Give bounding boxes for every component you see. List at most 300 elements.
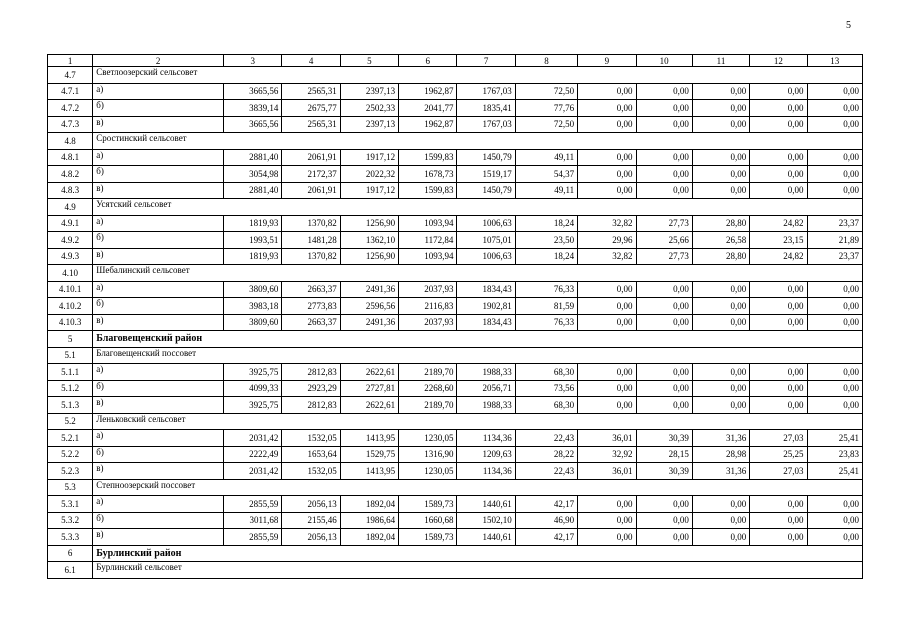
- value-cell: 0,00: [692, 529, 749, 546]
- table-row: [48, 397, 863, 414]
- value-cell: 0,00: [578, 83, 636, 100]
- value-cell: 0,00: [807, 512, 862, 529]
- column-number: 2: [93, 55, 224, 67]
- value-cell: 2881,40: [224, 182, 282, 199]
- column-number: 6: [399, 55, 457, 67]
- value-cell: 21,89: [807, 232, 862, 249]
- value-cell: 2812,83: [282, 397, 340, 414]
- value-cell: 3809,60: [224, 314, 282, 331]
- value-cell: 2773,83: [282, 298, 340, 315]
- variant-label: в): [93, 116, 224, 133]
- value-cell: 1599,83: [399, 149, 457, 166]
- value-cell: 1819,93: [224, 248, 282, 265]
- variant-label: а): [93, 430, 224, 447]
- row-code: 5.2.3: [48, 463, 93, 480]
- value-cell: 0,00: [636, 83, 692, 100]
- row-code: 4.7.1: [48, 83, 93, 100]
- value-cell: 0,00: [750, 281, 807, 298]
- table-row: [48, 83, 863, 100]
- variant-label: б): [93, 298, 224, 315]
- value-cell: 2268,60: [399, 380, 457, 397]
- table-row: [48, 364, 863, 381]
- table-row: [48, 182, 863, 199]
- value-cell: 27,03: [750, 430, 807, 447]
- row-code: 5.2.1: [48, 430, 93, 447]
- value-cell: 1256,90: [340, 215, 398, 232]
- variant-label: а): [93, 215, 224, 232]
- value-cell: 1256,90: [340, 248, 398, 265]
- value-cell: 3925,75: [224, 364, 282, 381]
- value-cell: 2061,91: [282, 182, 340, 199]
- value-cell: 2037,93: [399, 281, 457, 298]
- value-cell: 0,00: [807, 364, 862, 381]
- value-cell: 1678,73: [399, 166, 457, 183]
- row-code: 4.7.2: [48, 100, 93, 117]
- value-cell: 2855,59: [224, 496, 282, 513]
- row-code: 4.10.2: [48, 298, 93, 315]
- value-cell: 2622,61: [340, 397, 398, 414]
- value-cell: 0,00: [578, 281, 636, 298]
- value-cell: 2727,81: [340, 380, 398, 397]
- value-cell: 1660,68: [399, 512, 457, 529]
- value-cell: 2675,77: [282, 100, 340, 117]
- variant-label: в): [93, 529, 224, 546]
- table-row: [48, 496, 863, 513]
- row-code: 4.9.3: [48, 248, 93, 265]
- value-cell: 0,00: [692, 116, 749, 133]
- value-cell: 2116,83: [399, 298, 457, 315]
- value-cell: 0,00: [750, 83, 807, 100]
- value-cell: 31,36: [692, 430, 749, 447]
- value-cell: 72,50: [515, 116, 577, 133]
- variant-label: б): [93, 512, 224, 529]
- table-row: [48, 512, 863, 529]
- value-cell: 0,00: [807, 83, 862, 100]
- value-cell: 2502,33: [340, 100, 398, 117]
- value-cell: 1892,04: [340, 496, 398, 513]
- settlement-name: Благовещенский поссовет: [93, 347, 863, 364]
- value-cell: 0,00: [692, 182, 749, 199]
- row-code: 4.10: [48, 265, 93, 282]
- row-code: 5.1.1: [48, 364, 93, 381]
- settlement-row: [48, 199, 863, 216]
- column-number: 9: [578, 55, 636, 67]
- value-cell: 0,00: [692, 380, 749, 397]
- table-row: [48, 166, 863, 183]
- variant-label: б): [93, 446, 224, 463]
- value-cell: 54,37: [515, 166, 577, 183]
- table-row: [48, 380, 863, 397]
- value-cell: 36,01: [578, 463, 636, 480]
- value-cell: 0,00: [578, 496, 636, 513]
- variant-label: в): [93, 182, 224, 199]
- value-cell: 2037,93: [399, 314, 457, 331]
- value-cell: 0,00: [750, 496, 807, 513]
- value-cell: 2491,36: [340, 314, 398, 331]
- value-cell: 76,33: [515, 281, 577, 298]
- value-cell: 0,00: [636, 380, 692, 397]
- value-cell: 1962,87: [399, 83, 457, 100]
- row-code: 4.8.2: [48, 166, 93, 183]
- row-code: 5.1: [48, 347, 93, 364]
- variant-label: в): [93, 463, 224, 480]
- value-cell: 1962,87: [399, 116, 457, 133]
- value-cell: 2172,37: [282, 166, 340, 183]
- value-cell: 0,00: [807, 397, 862, 414]
- row-code: 4.9.1: [48, 215, 93, 232]
- value-cell: 23,37: [807, 215, 862, 232]
- value-cell: 0,00: [807, 166, 862, 183]
- value-cell: 1532,05: [282, 463, 340, 480]
- value-cell: 1819,93: [224, 215, 282, 232]
- row-code: 4.9.2: [48, 232, 93, 249]
- settlement-name: Усятский сельсовет: [93, 199, 863, 216]
- value-cell: 3983,18: [224, 298, 282, 315]
- value-cell: 0,00: [636, 166, 692, 183]
- row-code: 5.2.2: [48, 446, 93, 463]
- value-cell: 0,00: [578, 364, 636, 381]
- value-cell: 0,00: [750, 100, 807, 117]
- district-row: [48, 545, 863, 562]
- row-code: 4.8.1: [48, 149, 93, 166]
- value-cell: 0,00: [692, 100, 749, 117]
- value-cell: 1481,28: [282, 232, 340, 249]
- settlement-row: [48, 479, 863, 496]
- value-cell: 28,22: [515, 446, 577, 463]
- table-row: [48, 215, 863, 232]
- value-cell: 32,92: [578, 446, 636, 463]
- table-row: [48, 149, 863, 166]
- value-cell: 1006,63: [457, 248, 515, 265]
- value-cell: 30,39: [636, 463, 692, 480]
- value-cell: 23,37: [807, 248, 862, 265]
- value-cell: 1172,84: [399, 232, 457, 249]
- value-cell: 2491,36: [340, 281, 398, 298]
- column-number: 1: [48, 55, 93, 67]
- value-cell: 42,17: [515, 496, 577, 513]
- value-cell: 1230,05: [399, 463, 457, 480]
- value-cell: 23,15: [750, 232, 807, 249]
- value-cell: 28,80: [692, 248, 749, 265]
- value-cell: 73,56: [515, 380, 577, 397]
- value-cell: 0,00: [807, 100, 862, 117]
- value-cell: 2565,31: [282, 83, 340, 100]
- table-row: [48, 281, 863, 298]
- value-cell: 23,50: [515, 232, 577, 249]
- value-cell: 22,43: [515, 463, 577, 480]
- value-cell: 1917,12: [340, 182, 398, 199]
- value-cell: 32,82: [578, 215, 636, 232]
- value-cell: 0,00: [636, 314, 692, 331]
- row-code: 4.8.3: [48, 182, 93, 199]
- value-cell: 3839,14: [224, 100, 282, 117]
- settlement-name: Сростинский сельсовет: [93, 133, 863, 150]
- value-cell: 0,00: [692, 496, 749, 513]
- value-cell: 0,00: [636, 512, 692, 529]
- value-cell: 1440,61: [457, 496, 515, 513]
- value-cell: 0,00: [692, 149, 749, 166]
- value-cell: 0,00: [636, 529, 692, 546]
- value-cell: 0,00: [807, 380, 862, 397]
- value-cell: 28,98: [692, 446, 749, 463]
- value-cell: 2596,56: [340, 298, 398, 315]
- row-code: 5.3: [48, 479, 93, 496]
- settlement-row: [48, 133, 863, 150]
- value-cell: 1589,73: [399, 529, 457, 546]
- value-cell: 0,00: [578, 149, 636, 166]
- variant-label: б): [93, 166, 224, 183]
- value-cell: 0,00: [636, 364, 692, 381]
- row-code: 4.10.3: [48, 314, 93, 331]
- value-cell: 23,83: [807, 446, 862, 463]
- table-row: [48, 248, 863, 265]
- value-cell: 1075,01: [457, 232, 515, 249]
- value-cell: 3925,75: [224, 397, 282, 414]
- value-cell: 0,00: [578, 512, 636, 529]
- row-code: 5: [48, 331, 93, 348]
- value-cell: 1450,79: [457, 182, 515, 199]
- value-cell: 1993,51: [224, 232, 282, 249]
- row-code: 5.3.1: [48, 496, 93, 513]
- value-cell: 0,00: [692, 281, 749, 298]
- value-cell: 2923,29: [282, 380, 340, 397]
- value-cell: 2031,42: [224, 430, 282, 447]
- row-code: 5.3.2: [48, 512, 93, 529]
- value-cell: 1988,33: [457, 364, 515, 381]
- value-cell: 3665,56: [224, 83, 282, 100]
- value-cell: 0,00: [692, 166, 749, 183]
- column-number-row: [48, 55, 863, 67]
- tariff-table: [47, 54, 863, 579]
- value-cell: 18,24: [515, 248, 577, 265]
- settlement-row: [48, 562, 863, 579]
- row-code: 6.1: [48, 562, 93, 579]
- value-cell: 0,00: [692, 364, 749, 381]
- value-cell: 68,30: [515, 397, 577, 414]
- value-cell: 1599,83: [399, 182, 457, 199]
- value-cell: 0,00: [636, 281, 692, 298]
- value-cell: 1986,64: [340, 512, 398, 529]
- table-row: [48, 116, 863, 133]
- value-cell: 4099,33: [224, 380, 282, 397]
- value-cell: 1370,82: [282, 215, 340, 232]
- settlement-row: [48, 347, 863, 364]
- value-cell: 0,00: [807, 182, 862, 199]
- value-cell: 1450,79: [457, 149, 515, 166]
- value-cell: 1413,95: [340, 463, 398, 480]
- variant-label: а): [93, 281, 224, 298]
- value-cell: 2056,13: [282, 496, 340, 513]
- value-cell: 2812,83: [282, 364, 340, 381]
- value-cell: 1134,36: [457, 463, 515, 480]
- row-code: 4.7.3: [48, 116, 93, 133]
- value-cell: 18,24: [515, 215, 577, 232]
- variant-label: в): [93, 397, 224, 414]
- settlement-row: [48, 67, 863, 84]
- settlement-name: Шебалинский сельсовет: [93, 265, 863, 282]
- value-cell: 1362,10: [340, 232, 398, 249]
- value-cell: 0,00: [578, 166, 636, 183]
- value-cell: 2041,77: [399, 100, 457, 117]
- value-cell: 2031,42: [224, 463, 282, 480]
- value-cell: 0,00: [750, 380, 807, 397]
- value-cell: 2855,59: [224, 529, 282, 546]
- district-name: Бурлинский район: [93, 545, 863, 562]
- value-cell: 68,30: [515, 364, 577, 381]
- value-cell: 1093,94: [399, 248, 457, 265]
- table-row: [48, 430, 863, 447]
- value-cell: 0,00: [807, 116, 862, 133]
- value-cell: 49,11: [515, 182, 577, 199]
- value-cell: 1413,95: [340, 430, 398, 447]
- value-cell: 0,00: [750, 512, 807, 529]
- value-cell: 1093,94: [399, 215, 457, 232]
- value-cell: 22,43: [515, 430, 577, 447]
- value-cell: 3809,60: [224, 281, 282, 298]
- value-cell: 0,00: [750, 116, 807, 133]
- row-code: 6: [48, 545, 93, 562]
- value-cell: 2565,31: [282, 116, 340, 133]
- value-cell: 2663,37: [282, 314, 340, 331]
- column-number: 5: [340, 55, 398, 67]
- column-number: 11: [692, 55, 749, 67]
- value-cell: 1529,75: [340, 446, 398, 463]
- value-cell: 46,90: [515, 512, 577, 529]
- value-cell: 1370,82: [282, 248, 340, 265]
- value-cell: 1835,41: [457, 100, 515, 117]
- value-cell: 2189,70: [399, 397, 457, 414]
- value-cell: 1892,04: [340, 529, 398, 546]
- value-cell: 1902,81: [457, 298, 515, 315]
- table-row: [48, 529, 863, 546]
- value-cell: 24,82: [750, 215, 807, 232]
- settlement-name: Леньковский сельсовет: [93, 413, 863, 430]
- value-cell: 2881,40: [224, 149, 282, 166]
- value-cell: 2663,37: [282, 281, 340, 298]
- value-cell: 0,00: [750, 149, 807, 166]
- value-cell: 0,00: [750, 397, 807, 414]
- value-cell: 0,00: [750, 529, 807, 546]
- value-cell: 2189,70: [399, 364, 457, 381]
- value-cell: 0,00: [636, 116, 692, 133]
- value-cell: 0,00: [636, 182, 692, 199]
- table-row: [48, 446, 863, 463]
- value-cell: 30,39: [636, 430, 692, 447]
- value-cell: 0,00: [636, 397, 692, 414]
- value-cell: 76,33: [515, 314, 577, 331]
- value-cell: 0,00: [750, 314, 807, 331]
- variant-label: б): [93, 380, 224, 397]
- value-cell: 32,82: [578, 248, 636, 265]
- value-cell: 0,00: [807, 149, 862, 166]
- value-cell: 2022,32: [340, 166, 398, 183]
- variant-label: а): [93, 496, 224, 513]
- value-cell: 1767,03: [457, 116, 515, 133]
- value-cell: 27,03: [750, 463, 807, 480]
- value-cell: 26,58: [692, 232, 749, 249]
- value-cell: 36,01: [578, 430, 636, 447]
- value-cell: 0,00: [692, 83, 749, 100]
- value-cell: 31,36: [692, 463, 749, 480]
- value-cell: 0,00: [807, 298, 862, 315]
- variant-label: в): [93, 314, 224, 331]
- table-row: [48, 100, 863, 117]
- value-cell: 2155,46: [282, 512, 340, 529]
- variant-label: а): [93, 149, 224, 166]
- value-cell: 1440,61: [457, 529, 515, 546]
- value-cell: 0,00: [750, 166, 807, 183]
- table-row: [48, 298, 863, 315]
- value-cell: 0,00: [578, 116, 636, 133]
- value-cell: 0,00: [692, 512, 749, 529]
- value-cell: 27,73: [636, 248, 692, 265]
- value-cell: 1230,05: [399, 430, 457, 447]
- table-row: [48, 314, 863, 331]
- value-cell: 0,00: [636, 298, 692, 315]
- settlement-name: Степноозерский поссовет: [93, 479, 863, 496]
- row-code: 5.1.3: [48, 397, 93, 414]
- value-cell: 1519,17: [457, 166, 515, 183]
- value-cell: 42,17: [515, 529, 577, 546]
- value-cell: 2397,13: [340, 116, 398, 133]
- value-cell: 0,00: [750, 182, 807, 199]
- value-cell: 0,00: [578, 298, 636, 315]
- page-number: 5: [846, 20, 851, 31]
- value-cell: 0,00: [807, 529, 862, 546]
- value-cell: 2056,71: [457, 380, 515, 397]
- column-number: 10: [636, 55, 692, 67]
- value-cell: 25,41: [807, 430, 862, 447]
- district-row: [48, 331, 863, 348]
- value-cell: 1834,43: [457, 281, 515, 298]
- value-cell: 28,15: [636, 446, 692, 463]
- settlement-name: Бурлинский сельсовет: [93, 562, 863, 579]
- variant-label: б): [93, 100, 224, 117]
- value-cell: 0,00: [692, 314, 749, 331]
- value-cell: 0,00: [636, 149, 692, 166]
- value-cell: 1767,03: [457, 83, 515, 100]
- value-cell: 27,73: [636, 215, 692, 232]
- value-cell: 2622,61: [340, 364, 398, 381]
- value-cell: 0,00: [578, 182, 636, 199]
- value-cell: 1988,33: [457, 397, 515, 414]
- column-number: 7: [457, 55, 515, 67]
- column-number: 12: [750, 55, 807, 67]
- value-cell: 29,96: [578, 232, 636, 249]
- value-cell: 77,76: [515, 100, 577, 117]
- table-row: [48, 232, 863, 249]
- settlement-name: Светлоозерский сельсовет: [93, 67, 863, 84]
- row-code: 4.8: [48, 133, 93, 150]
- column-number: 8: [515, 55, 577, 67]
- value-cell: 24,82: [750, 248, 807, 265]
- value-cell: 2397,13: [340, 83, 398, 100]
- variant-label: а): [93, 83, 224, 100]
- value-cell: 1134,36: [457, 430, 515, 447]
- value-cell: 3011,68: [224, 512, 282, 529]
- value-cell: 25,41: [807, 463, 862, 480]
- value-cell: 0,00: [578, 100, 636, 117]
- value-cell: 0,00: [578, 529, 636, 546]
- value-cell: 0,00: [807, 314, 862, 331]
- value-cell: 25,66: [636, 232, 692, 249]
- value-cell: 2222,49: [224, 446, 282, 463]
- settlement-row: [48, 265, 863, 282]
- variant-label: в): [93, 248, 224, 265]
- value-cell: 0,00: [578, 397, 636, 414]
- value-cell: 1532,05: [282, 430, 340, 447]
- value-cell: 1917,12: [340, 149, 398, 166]
